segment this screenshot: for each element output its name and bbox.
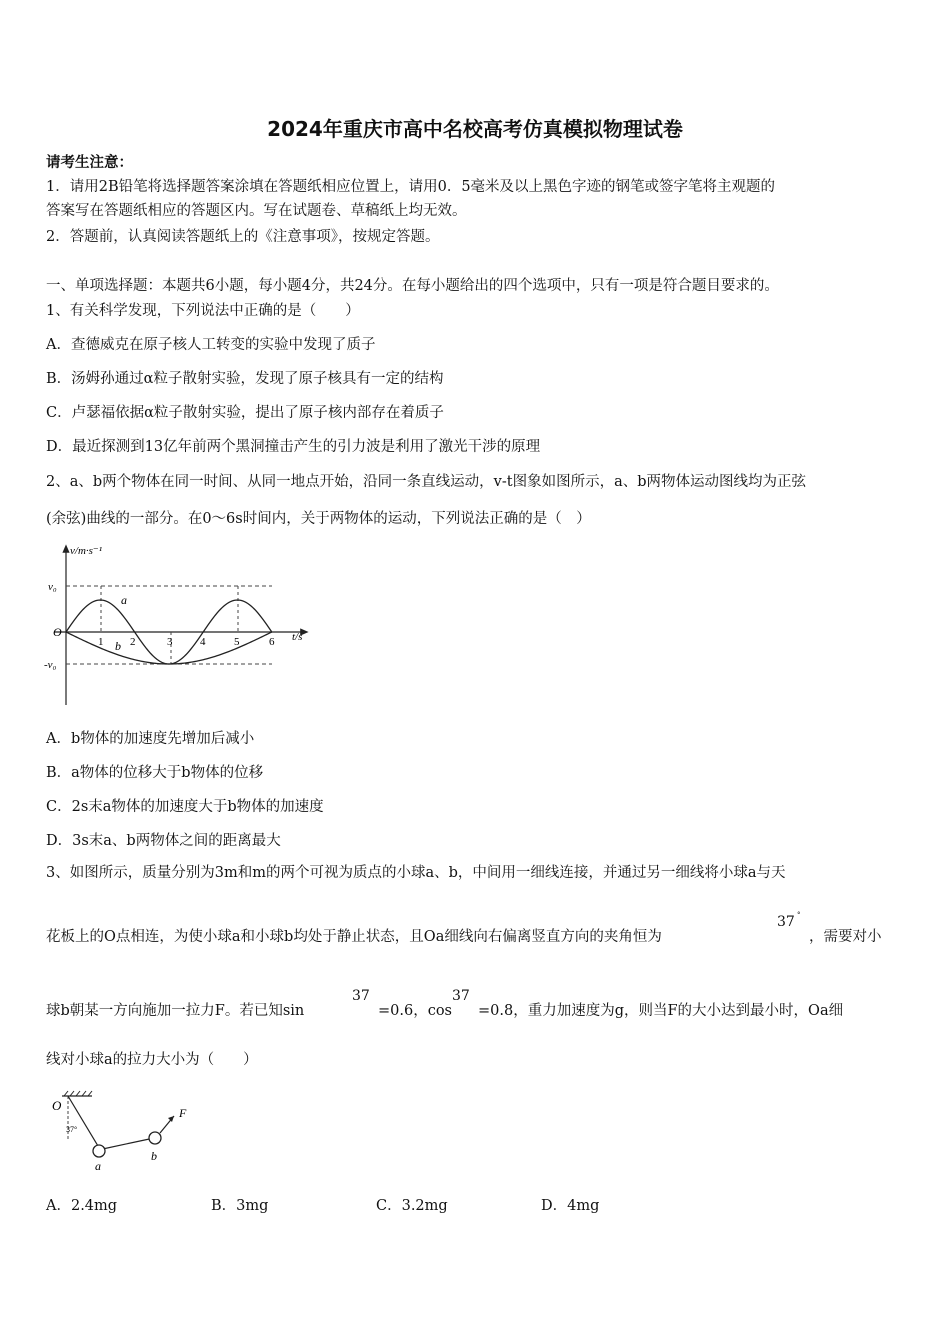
q3-line-1: 3、如图所示，质量分别为3m和m的两个可视为质点的小球a、b，中间用一细线连接，并通过另一细线将小球a与天 bbox=[46, 865, 786, 881]
q3-line-2-end: ，需要对小 bbox=[809, 929, 882, 945]
tick-5: 5 bbox=[234, 636, 240, 648]
v0-label: v₀ bbox=[48, 581, 57, 593]
ball-a-label: a bbox=[95, 1159, 101, 1173]
q3-line-3-pre: 球b朝某一方向施加一拉力F。若已知sin bbox=[46, 1003, 305, 1019]
page-title: 2024年重庆市高中名校高考仿真模拟物理试卷 bbox=[267, 117, 683, 141]
q3-line-2-text: 花板上的O点相连，为使小球a和小球b均处于静止状态，且Oa细线向右偏离竖直方向的夹角恒为 bbox=[46, 929, 662, 945]
point-o-label: O bbox=[52, 1098, 62, 1113]
tick-4: 4 bbox=[200, 636, 206, 648]
q3-angle-37: 37 bbox=[777, 914, 795, 930]
q2-option-a: A．b物体的加速度先增加后减小 bbox=[46, 731, 255, 747]
tick-6: 6 bbox=[269, 636, 275, 648]
force-arrowhead bbox=[168, 1116, 174, 1122]
notice-line-2: 答案写在答题纸相应的答题区内。写在试题卷、草稿纸上均无效。 bbox=[46, 203, 467, 219]
curve-b-label: b bbox=[115, 639, 121, 653]
origin-label: O bbox=[53, 625, 62, 639]
q3-line-4: 线对小球a的拉力大小为（ ） bbox=[46, 1052, 258, 1068]
tick-2: 2 bbox=[130, 636, 136, 648]
q3-sin-angle: 37 bbox=[352, 988, 370, 1004]
q3-option-c: C．3.2mg bbox=[376, 1198, 448, 1214]
neg-v0-label: -v₀ bbox=[44, 659, 57, 671]
notice-line-3: 2．答题前，认真阅读答题纸上的《注意事项》，按规定答题。 bbox=[46, 229, 440, 245]
string-oa bbox=[68, 1096, 98, 1146]
tick-1: 1 bbox=[98, 636, 104, 648]
ball-b bbox=[149, 1132, 161, 1144]
force-label: F bbox=[179, 1106, 187, 1120]
x-axis-label: t/s bbox=[292, 631, 303, 643]
curve-a-label: a bbox=[121, 593, 127, 607]
q1-option-d: D．最近探测到13亿年前两个黑洞撞击产生的引力波是利用了激光干涉的原理 bbox=[46, 439, 541, 455]
ball-a bbox=[93, 1145, 105, 1157]
q3-option-a: A．2.4mg bbox=[46, 1198, 118, 1214]
y-axis-label: v/m·s⁻¹ bbox=[70, 545, 103, 557]
notice-line-1: 1．请用2B铅笔将选择题答案涂填在答题纸相应位置上，请用0．5毫米及以上黑色字迹的钢笔或签字笔将主观题的 bbox=[46, 179, 776, 195]
q1-option-b: B．汤姆孙通过α粒子散射实验，发现了原子核具有一定的结构 bbox=[46, 371, 444, 387]
q2-option-c: C．2s末a物体的加速度大于b物体的加速度 bbox=[46, 799, 324, 815]
q2-option-d: D．3s末a、b两物体之间的距离最大 bbox=[46, 833, 281, 849]
q3-cos-angle: 37 bbox=[452, 988, 470, 1004]
string-ab bbox=[98, 1138, 154, 1150]
notice-heading: 请考生注意： bbox=[46, 154, 133, 171]
q2-stem-line-1: 2、a、b两个物体在同一时间、从同一地点开始，沿同一条直线运动，v-t图象如图所示，a、b两物体运动图线均为正弦 bbox=[46, 474, 806, 490]
vt-graph bbox=[40, 540, 330, 710]
q1-option-a: A．查德威克在原子核人工转变的实验中发现了质子 bbox=[46, 337, 376, 353]
q3-figure bbox=[44, 1090, 204, 1174]
q3-line-2 bbox=[46, 927, 662, 947]
ball-b-label: b bbox=[151, 1149, 157, 1163]
ceiling-hatch bbox=[62, 1091, 92, 1096]
section-heading: 一、单项选择题：本题共6小题，每小题4分，共24分。在每小题给出的四个选项中，只有一项是符合题目要求的。 bbox=[46, 278, 779, 294]
q2-stem-line-2: (余弦)曲线的一部分。在0～6s时间内，关于两物体的运动，下列说法正确的是（ ） bbox=[46, 511, 591, 527]
q3-option-d: D．4mg bbox=[541, 1198, 600, 1214]
q1-stem: 1、有关科学发现，下列说法中正确的是（ ） bbox=[46, 303, 360, 319]
q3-angle-degree: ° bbox=[797, 911, 801, 919]
tick-3: 3 bbox=[167, 636, 173, 648]
q3-option-b: B．3mg bbox=[211, 1198, 269, 1214]
q2-option-b: B．a物体的位移大于b物体的位移 bbox=[46, 765, 264, 781]
angle-label: 37° bbox=[66, 1125, 78, 1134]
q3-line-3-post: =0.8，重力加速度为g，则当F的大小达到最小时，Oa细 bbox=[478, 1003, 844, 1019]
q1-option-c: C．卢瑟福依据α粒子散射实验，提出了原子核内部存在着质子 bbox=[46, 405, 444, 421]
q3-line-3-mid: =0.6，cos bbox=[378, 1003, 453, 1019]
